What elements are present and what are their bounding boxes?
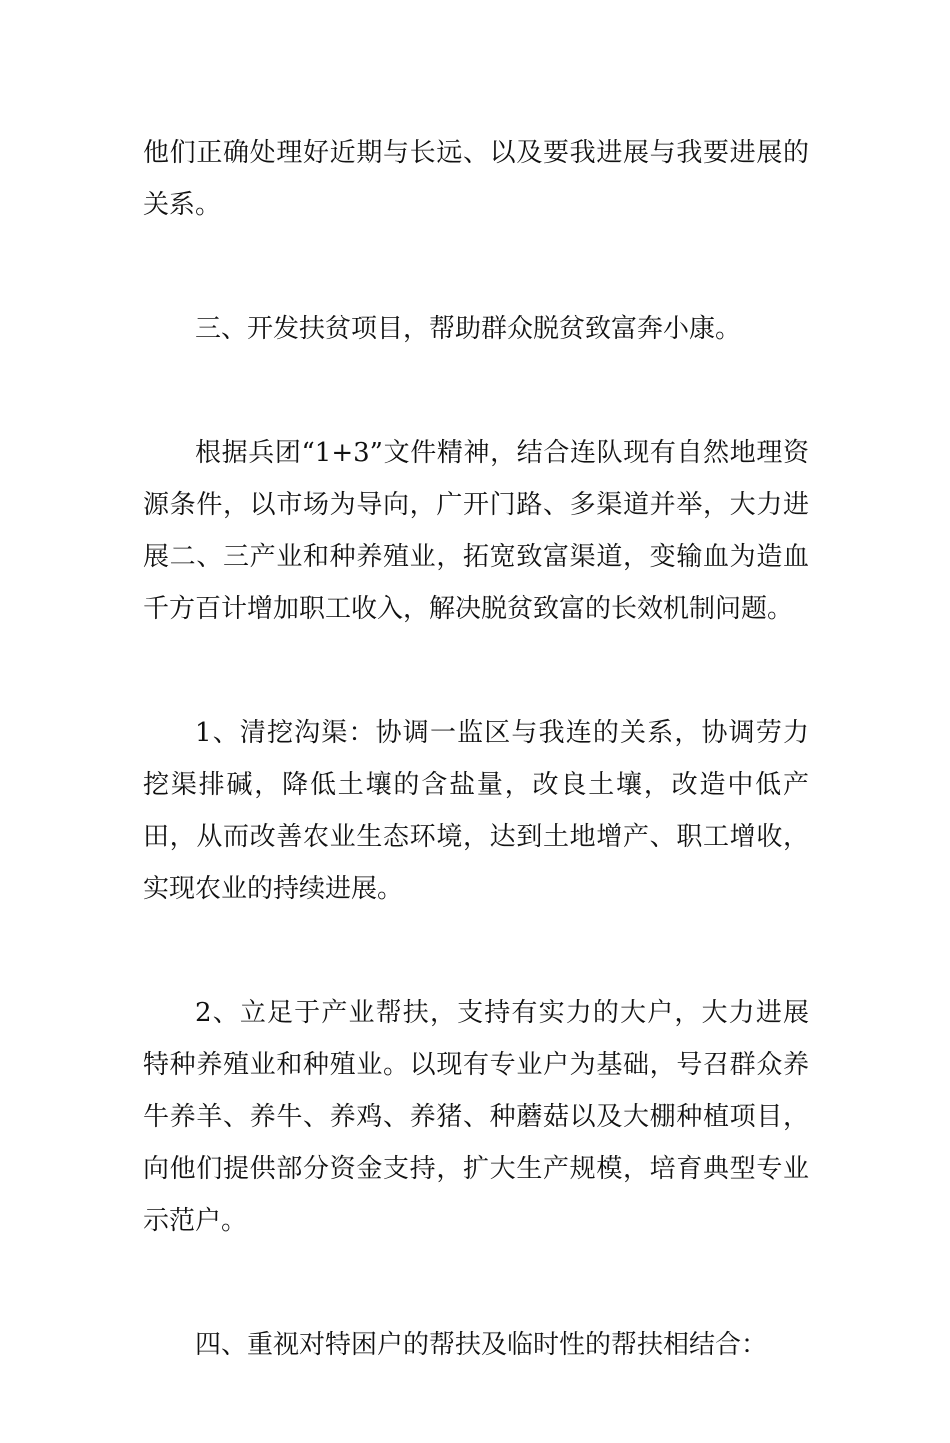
list-item-2: 2、立足于产业帮扶，支持有实力的大户，大力进展特种养殖业和种殖业。以现有专业户为基础，号召群众养牛养羊、养牛、养鸡、养猪、种蘑菇以及大棚种植项目，向他们提供部分资金支持，扩大生产规模，培育典型专业示范户。 (143, 998, 809, 1236)
section-heading-four: 四、重视对特困户的帮扶及临时性的帮扶相结合： (195, 1330, 768, 1360)
section-heading-three: 三、开发扶贫项目，帮助群众脱贫致富奔小康。 (195, 314, 742, 344)
paragraph-continuation: 他们正确处理好近期与长远、以及要我进展与我要进展的关系。 (143, 138, 809, 220)
list-item-1: 1、清挖沟渠：协调一监区与我连的关系，协调劳力挖渠排碱，降低土壤的含盐量，改良土壤，改造中低产田，从而改善农业生态环境，达到土地增产、职工增收，实现农业的持续进展。 (143, 718, 809, 904)
paragraph-body: 根据兵团“1+3”文件精神，结合连队现有自然地理资源条件，以市场为导向，广开门路、多渠道并举，大力进展二、三产业和种养殖业，拓宽致富渠道，变输血为造血千方百计增加职工收入，解决脱贫致富的长效机制问题。 (143, 438, 809, 624)
document-page (143, 127, 809, 1443)
